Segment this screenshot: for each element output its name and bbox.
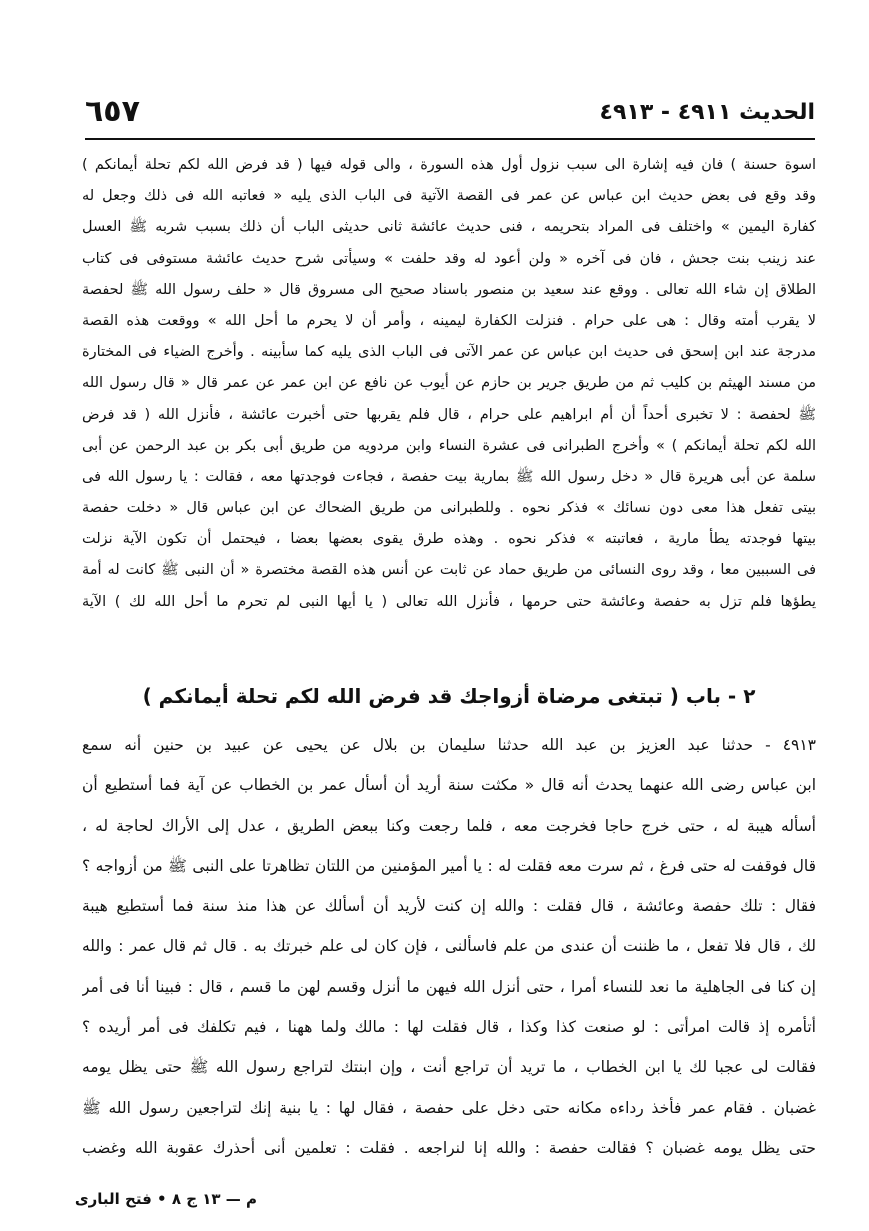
hadith-line: ٤٩١٣ - حدثنا عبد العزيز بن عبد الله حدثنا سليمان بن بلال عن يحيى عن عبيد بن حنين أنه سمع	[82, 736, 816, 754]
hadith-line: حتى يظل يومه غضبان ؟ فقالت حفصة : والله إنا لنراجعه . فقلت : تعلمين أنى أحذرك عقوبة الله وغضب	[82, 1138, 816, 1157]
page-number: ٦٥٧	[85, 94, 140, 129]
chapter-heading: ٢ - باب ( تبتغى مرضاة أزواجك قد فرض الله لكم تحلة أيمانكم )	[142, 684, 756, 708]
commentary-line: بيتى تفعل هذا معى دون نسائك » فذكر نحوه . وللطبرانى من طريق الضحاك عن ابن عباس قال « دخلت حفصة	[82, 500, 816, 517]
hadith-line: قال فوقفت له حتى فرغ ، ثم سرت معه فقلت له : يا أمير المؤمنين من اللتان تظاهرتا على النبى ﷺ من أزواجه ؟	[82, 856, 816, 875]
page-footer-signature: م — ١٣ ج ٨ • فتح البارى	[74, 1190, 257, 1208]
hadith-line: إن كنا فى الجاهلية ما نعد للنساء أمرا ، حتى أنزل الله فيهن ما أنزل وقسم لهن ما قسم ، قال : فبينا أنا فى أمر	[82, 977, 816, 996]
commentary-line: سلمة عن أبى هريرة قال « دخل رسول الله ﷺ بمارية بيت حفصة ، فجاءت فوجدتها معه ، فقالت : يا رسول الله فى	[82, 468, 816, 485]
commentary-line: وقد وقع فى بعض حديث ابن عباس عن عمر فى القصة الآتية فى الباب الذى يليه « فعاتبه الله فى ذلك وجعل له	[82, 188, 816, 205]
hadith-line: فقالت لى عجبا لك يا ابن الخطاب ، ما تريد أن تراجع أنت ، وإن ابنتك لتراجع رسول الله ﷺ حتى يظل يومه	[82, 1058, 816, 1077]
commentary-block	[82, 150, 816, 618]
commentary-line: مدرجة عند ابن إسحق فى حديث ابن عباس عن عمر الآتى فى الباب الذى يليه كما سأبينه . وأخرج الضياء فى المختارة	[82, 344, 816, 361]
header-divider	[85, 138, 815, 140]
commentary-line: بيتها فوجدته يطأ مارية ، فعاتبته » فذكر نحوه . وهذه طرق يقوى بعضها بعضا ، فيحتمل أن تكون الآية نزلت	[82, 531, 816, 548]
page-header	[85, 92, 815, 136]
commentary-line: اسوة حسنة ) فان فيه إشارة الى سبب نزول أول هذه السورة ، والى قوله فيها ( قد فرض الله لكم تحلة أيمانكم )	[82, 157, 816, 173]
commentary-line: يطؤها فلم تزل به حفصة وعائشة حتى حرمها ، فأنزل الله تعالى ( يا أيها النبى لم تحرم ما أحل الله لك ) الآية	[82, 593, 816, 610]
hadith-line: أسأله هيبة له ، حتى خرج حاجا فخرجت معه ، فلما رجعت وكنا ببعض الطريق ، عدل إلى الأراك لحاجة له ،	[82, 816, 816, 835]
commentary-line: فى السببين معا ، وقد روى النسائى من طريق حماد عن ثابت عن أنس هذه القصة مختصرة « أن النبى ﷺ كانت له أمة	[82, 562, 816, 579]
commentary-line: عند زينب بنت جحش ، فان فى آخره « ولن أعود له وقد حلفت » وسيأتى شرح حديث عائشة مستوفى فى كتاب	[82, 250, 816, 267]
commentary-line: من مسند الهيثم بن كليب ثم من طريق جرير بن حازم عن أيوب عن نافع عن ابن عمر عن عمر قال « قال رسول الله	[82, 375, 816, 392]
commentary-line: ﷺ لحفصة : لا تخبرى أحداً أن أم ابراهيم على حرام ، قال فلم يقربها حتى أخبرت عائشة ، فأنزل الله ( قد فرض	[82, 406, 816, 423]
commentary-line: الله لكم تحلة أيمانكم ) » وأخرج الطبرانى فى عشرة النساء وابن مردويه من طريق أبى بكر بن عبد الرحمن عن أبى	[82, 437, 816, 454]
running-title: الحديث ٤٩١١ - ٤٩١٣	[599, 100, 815, 125]
commentary-line: الطلاق إن شاء الله تعالى . ووقع عند سعيد بن منصور باسناد صحيح الى مسروق قال « حلف رسول الله ﷺ لحفصة	[82, 281, 816, 298]
commentary-line: كفارة اليمين » واختلف فى المراد بتحريمه ، فنى حديث عائشة ثانى حديثى الباب أن ذلك بسبب شربه ﷺ العسل	[82, 219, 816, 236]
hadith-line: ابن عباس رضى الله عنهما يحدث أنه قال « مكثت سنة أريد أن أسأل عمر بن الخطاب عن آية فما أستطيع أن	[82, 776, 816, 795]
hadith-line: فقال : تلك حفصة وعائشة ، قال فقلت : والله إن كنت لأريد أن أسألك عن هذا منذ سنة فما أستطيع هيبة	[82, 897, 816, 916]
hadith-line: غضبان . فقام عمر فأخذ رداءه مكانه حتى دخل على حفصة ، فقال لها : يا بنية إنك لتراجعين رسول الله ﷺ	[82, 1098, 816, 1117]
commentary-line: لا يقرب أمته وقال : هى على حرام . فنزلت الكفارة ليمينه ، وأمر أن لا يحرم ما أحل الله » ووقعت هذه القصة	[82, 312, 816, 329]
hadith-line: لك ، قال فلا تفعل ، ما ظننت أن عندى من علم فاسألنى ، فإن كان لى علم خبرتك به . قال ثم قال عمر : والله	[82, 937, 816, 956]
hadith-block	[82, 725, 816, 1168]
hadith-line: أتأمره إذ قالت امرأتى : لو صنعت كذا وكذا ، قال فقلت لها : مالك ولما ههنا ، فيم تكلفك فى أمر أريده ؟	[82, 1018, 816, 1037]
